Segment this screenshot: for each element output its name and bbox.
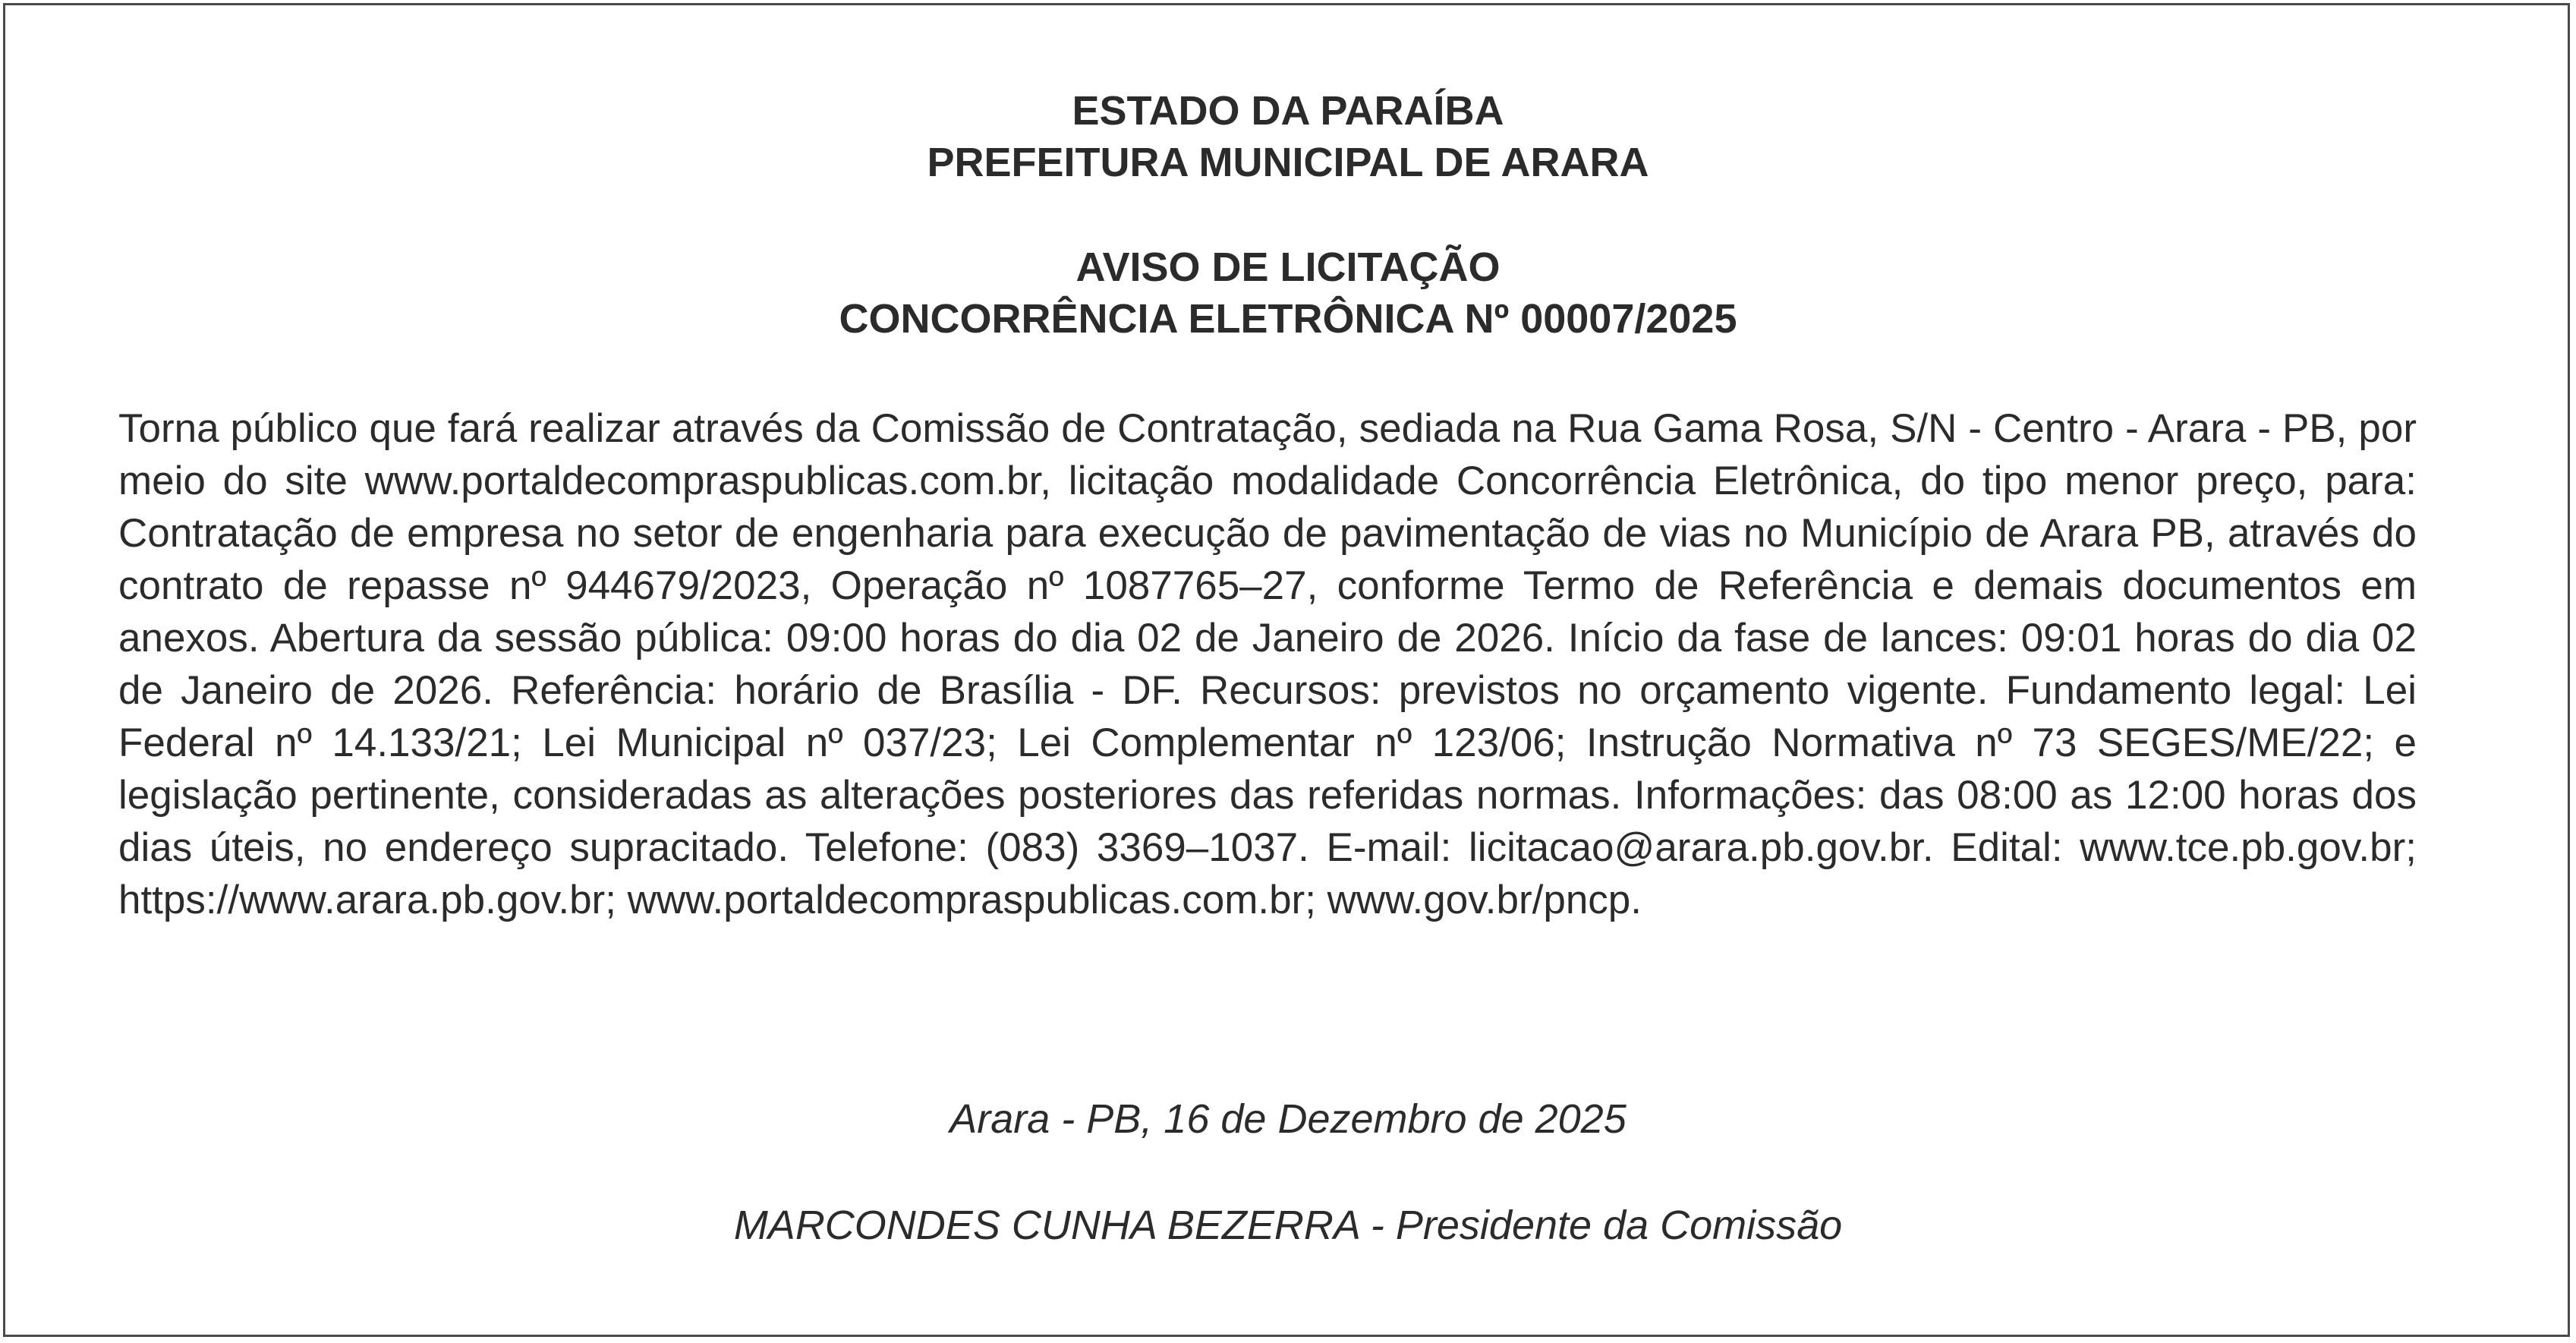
notice-title: AVISO DE LICITAÇÃO [1075,244,1501,290]
issuer-header [0,85,2576,188]
notice-header [0,241,2576,345]
signatory: MARCONDES CUNHA BEZERRA - Presidente da Comissão [733,1203,1843,1248]
municipality-name: PREFEITURA MUNICIPAL DE ARARA [927,140,1649,185]
procurement-number: CONCORRÊNCIA ELETRÔNICA Nº 00007/2025 [839,296,1737,342]
place-and-date: Arara - PB, 16 de Dezembro de 2025 [949,1096,1627,1142]
notice-body: Torna público que fará realizar através da Comissão de Contratação, sediada na Rua Gama Rosa, S/N - Centro - Arara - PB, por meio do site www.portaldecompraspublicas.com.br, licitação modalidade Concorrência Eletrônica, do tipo menor preço, para: Contratação de empresa no setor de engenharia para execução de pavimentação de vias no Município de Arara PB, através do contrato de repasse nº 944679/2023, Operação nº 1087765–27, conforme Termo de Referência e demais documentos em anexos. Abertura da sessão pública: 09:00 horas do dia 02 de Janeiro de 2026. Início da fase de lances: 09:01 horas do dia 02 de Janeiro de 2026. Referência: horário de Brasília - DF. Recursos: previstos no orçamento vigente. Fundamento legal: Lei Federal nº 14.133/21; Lei Municipal nº 037/23; Lei Complementar nº 123/06; Instrução Normativa nº 73 SEGES/ME/22; e legislação pertinente, consideradas as alterações posteriores das referidas normas. Informações: das 08:00 as 12:00 horas dos dias úteis, no endereço supracitado. Telefone: (083) 3369–1037. E-mail: licitacao@arara.pb.gov.br. Edital: www.tce.pb.gov.br; https://www.arara.pb.gov.br; www.portaldecompraspublicas.com.br; www.gov.br/pncp. [118,406,2417,922]
state-name: ESTADO DA PARAÍBA [1072,88,1504,134]
